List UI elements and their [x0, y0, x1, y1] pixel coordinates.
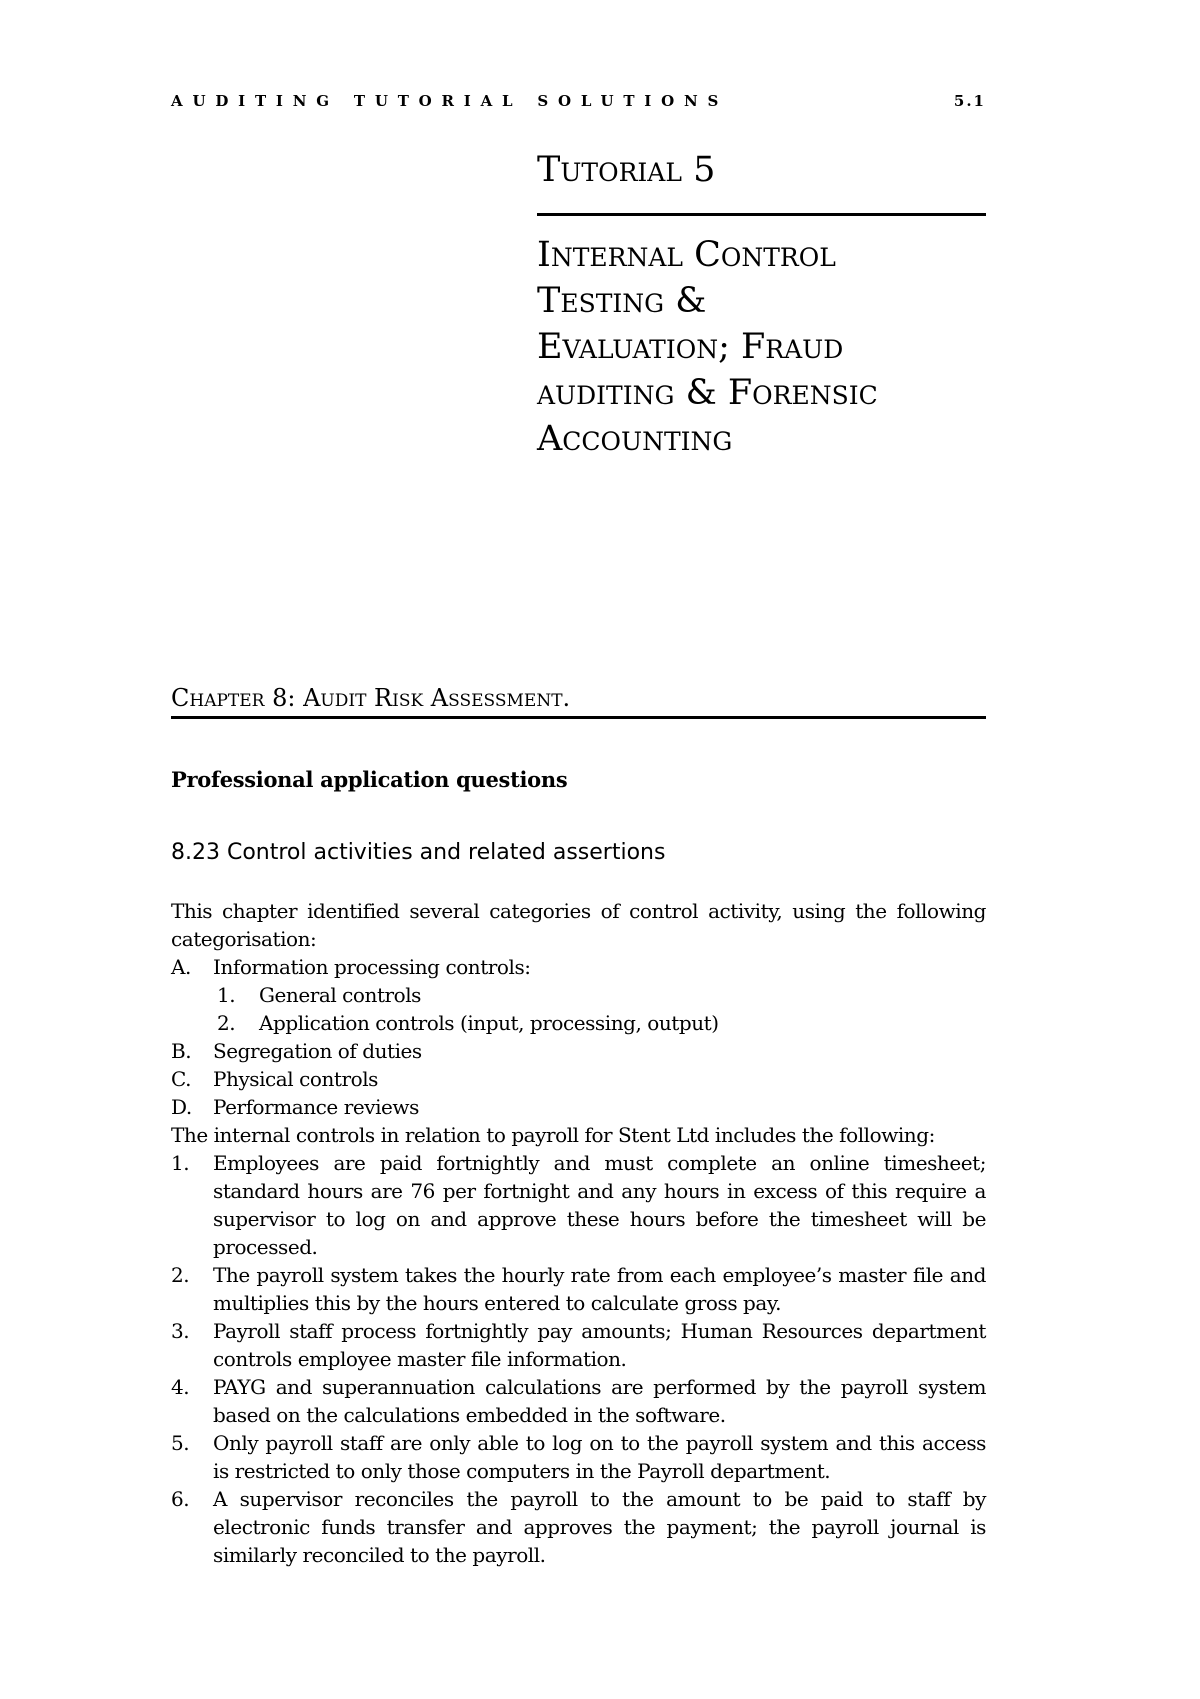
- list-item: [171, 1065, 986, 1093]
- list-marker: D.: [171, 1095, 192, 1119]
- list-item-text: A supervisor reconciles the payroll to the amount to be paid to staff by electronic funds transfer and approves the payment; the payroll journal is similarly reconciled to the payroll.: [213, 1487, 986, 1567]
- tutorial-title-line: Evaluation; Fraud: [537, 327, 844, 367]
- question-intro: This chapter identified several categories of control activity, using the following categorisation:: [171, 899, 986, 951]
- list-item: [171, 953, 986, 981]
- list-item-text: The payroll system takes the hourly rate from each employee’s master file and multiplies this by the hours entered to calculate gross pay.: [213, 1263, 986, 1315]
- question-body: [171, 897, 986, 1569]
- list-item: [171, 1429, 986, 1485]
- chapter-rule: [171, 716, 986, 719]
- category-list: [171, 953, 986, 981]
- chapter-heading: Chapter 8: Audit Risk Assessment.: [171, 684, 571, 712]
- list-item: [171, 981, 986, 1009]
- list-item-text: Payroll staff process fortnightly pay amounts; Human Resources department controls employee master file information.: [213, 1319, 986, 1371]
- list-marker: 3.: [171, 1319, 190, 1343]
- list-item: [171, 1093, 986, 1121]
- list-marker: 6.: [171, 1487, 190, 1511]
- tutorial-title-line: auditing & Forensic: [537, 373, 878, 413]
- list-item: [171, 1037, 986, 1065]
- list-marker: B.: [171, 1039, 192, 1063]
- list-item-text: Segregation of duties: [213, 1039, 422, 1063]
- title-rule: [537, 213, 986, 216]
- list-item: [171, 1261, 986, 1317]
- list-item-text: Only payroll staff are only able to log on to the payroll system and this access is restricted to only those computers in the Payroll department.: [213, 1431, 986, 1483]
- list-item: [171, 1485, 986, 1569]
- tutorial-number: Tutorial 5: [537, 150, 716, 190]
- controls-list: [171, 1149, 986, 1569]
- list-marker: 4.: [171, 1375, 190, 1399]
- list-item: [171, 1149, 986, 1261]
- tutorial-title: [537, 232, 997, 462]
- question-lead-in: The internal controls in relation to payroll for Stent Ltd includes the following:: [171, 1123, 935, 1147]
- list-marker: 1.: [171, 1151, 190, 1175]
- running-header: [171, 92, 986, 122]
- running-title: AUDITING TUTORIAL SOLUTIONS: [171, 92, 729, 110]
- list-item-text: Information processing controls:: [213, 955, 531, 979]
- list-marker: C.: [171, 1067, 192, 1091]
- list-item-text: Application controls (input, processing, output): [259, 1011, 719, 1035]
- list-marker: A.: [171, 955, 191, 979]
- list-item-text: Physical controls: [213, 1067, 378, 1091]
- list-marker: 2.: [217, 1011, 236, 1035]
- list-marker: 5.: [171, 1431, 190, 1455]
- list-item: [171, 1317, 986, 1373]
- list-item: [171, 1009, 986, 1037]
- subcategory-list: [171, 981, 986, 1037]
- list-item-text: General controls: [259, 983, 421, 1007]
- tutorial-title-line: Accounting: [537, 419, 733, 459]
- question-heading: 8.23 Control activities and related assertions: [171, 840, 666, 865]
- category-list-continued: [171, 1037, 986, 1121]
- list-item-text: Performance reviews: [213, 1095, 419, 1119]
- tutorial-title-line: Testing &: [537, 281, 707, 321]
- list-marker: 1.: [217, 983, 236, 1007]
- page-number: 5.1: [953, 92, 986, 110]
- list-item: [171, 1373, 986, 1429]
- list-item-text: PAYG and superannuation calculations are performed by the payroll system based on the calculations embedded in the software.: [213, 1375, 986, 1427]
- tutorial-title-line: Internal Control: [537, 235, 836, 275]
- list-item-text: Employees are paid fortnightly and must complete an online timesheet; standard hours are 76 per fortnight and any hours in excess of this require a supervisor to log on and approve these hours before the timesheet will be processed.: [213, 1151, 986, 1259]
- section-heading: Professional application questions: [171, 767, 568, 792]
- list-marker: 2.: [171, 1263, 190, 1287]
